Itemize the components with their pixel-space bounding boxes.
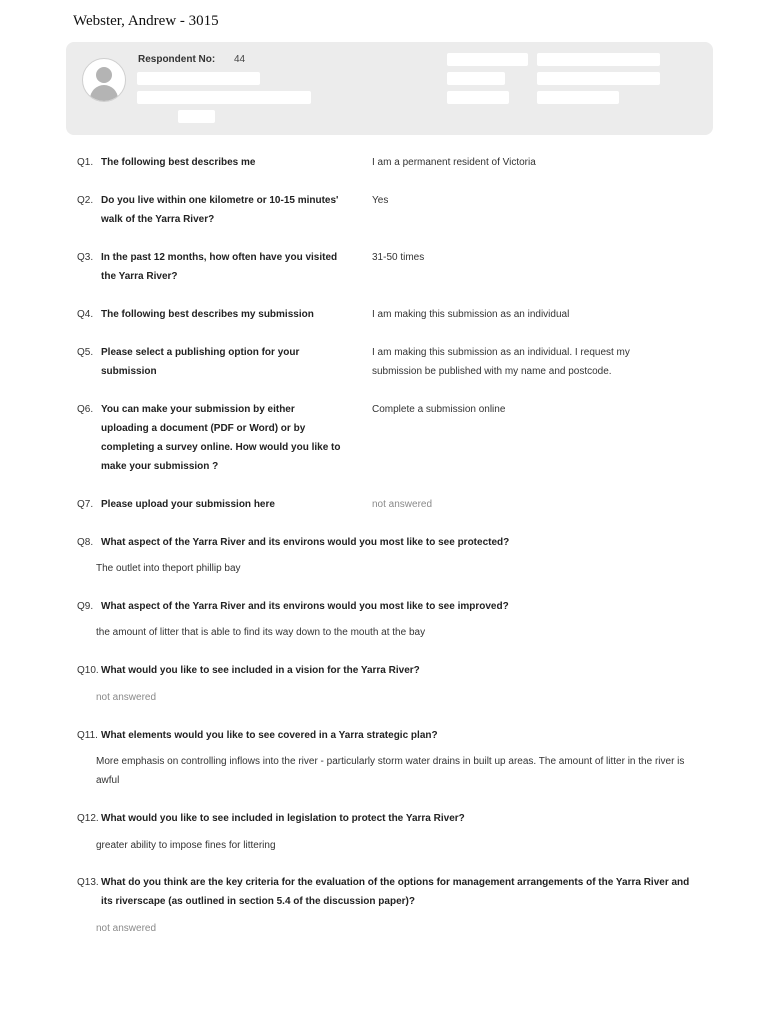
question-number: Q3. [77,252,94,263]
question-text: What aspect of the Yarra River and its environs would you most like to see improved? [101,601,509,612]
answer-q3: 31-50 times [372,252,425,263]
redacted-field [447,91,509,104]
question-text: What do you think are the key criteria for the evaluation of the options for management arrangements of the Yarra River and its riverscape (as outlined in section 5.4 of the discussion paper)? [101,877,690,907]
question-number: Q4. [77,309,94,320]
question-text: Please upload your submission here [101,499,275,510]
question-number: Q13. [77,877,99,888]
respondent-number: 44 [234,54,246,65]
question-text: The following best describes my submission [101,309,314,320]
answer-q5: I am making this submission as an individual. I request my submission be published with my name and postcode. [372,347,630,377]
redacted-field [178,110,215,123]
question-number: Q2. [77,195,94,206]
question-number: Q9. [77,601,94,612]
answer-q6: Complete a submission online [372,404,506,415]
question-number: Q12. [77,813,99,824]
redacted-field [137,91,311,104]
document-title: Webster, Andrew - 3015 [73,13,219,29]
question-number: Q1. [77,157,94,168]
redacted-field [137,72,260,85]
answer-q4: I am making this submission as an individual [372,309,570,320]
question-number: Q8. [77,537,94,548]
answer-q7: not answered [372,499,433,510]
answer-q8: The outlet into theport phillip bay [96,563,241,574]
answer-q11: More emphasis on controlling inflows into the river - particularly storm water drains in built up areas. The amount of litter in the river is awful [96,756,685,786]
question-text: Do you live within one kilometre or 10-15 minutes' walk of the Yarra River? [101,195,339,225]
question-text: What would you like to see included in a vision for the Yarra River? [101,665,420,676]
question-number: Q5. [77,347,94,358]
question-text: What aspect of the Yarra River and its environs would you most like to see protected? [101,537,510,548]
question-text: What would you like to see included in legislation to protect the Yarra River? [101,813,465,824]
redacted-field [447,53,528,66]
question-number: Q11. [77,730,98,741]
question-text: What elements would you like to see covered in a Yarra strategic plan? [101,730,438,741]
redacted-field [537,72,660,85]
respondent-label: Respondent No: [138,54,216,65]
question-number: Q6. [77,404,94,415]
question-text: You can make your submission by either uploading a document (PDF or Word) or by completing a survey online. How would you like to make your submission ? [101,404,341,472]
user-avatar-icon [82,58,126,102]
question-text: Please select a publishing option for your submission [101,347,300,377]
answer-q1: I am a permanent resident of Victoria [372,157,536,168]
redacted-field [537,53,660,66]
question-text: In the past 12 months, how often have you visited the Yarra River? [101,252,338,282]
answer-q10: not answered [96,692,157,703]
respondent-header-card [66,42,713,135]
question-number: Q10. [77,665,99,676]
answer-q13: not answered [96,923,157,934]
redacted-field [447,72,505,85]
question-number: Q7. [77,499,94,510]
question-text: The following best describes me [101,157,256,168]
answer-q12: greater ability to impose fines for littering [96,840,276,851]
redacted-field [537,91,619,104]
answer-q2: Yes [372,195,389,206]
answer-q9: the amount of litter that is able to find its way down to the mouth at the bay [96,627,426,638]
